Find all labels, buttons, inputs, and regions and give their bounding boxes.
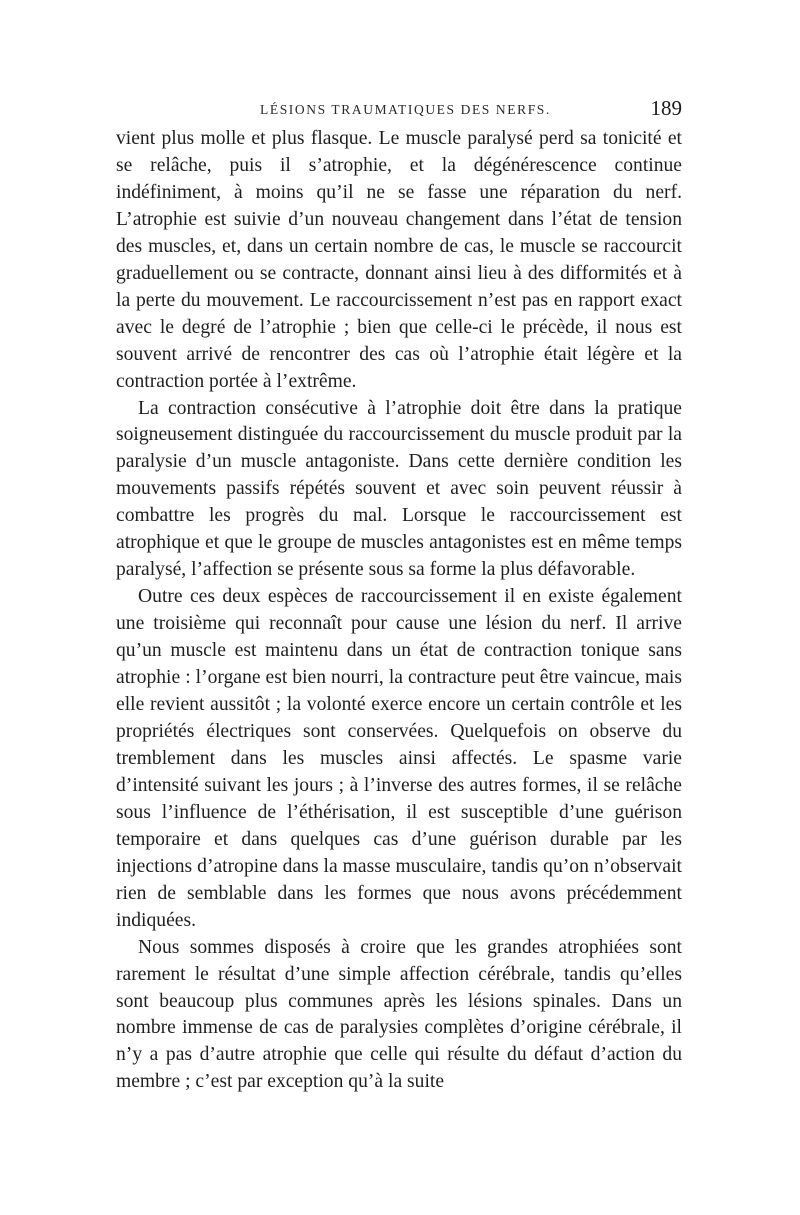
paragraph-1: vient plus molle et plus flasque. Le muscle paralysé perd sa tonicité et se relâche, puis il s’atrophie, et la dégénérescence continue indéfiniment, à moins qu’il ne se fasse une réparation du nerf. L’atrophie est suivie d’un nouveau changement dans l’état de tension des muscles, et, dans un certain nombre de cas, le muscle se raccourcit graduellement ou se contracte, donnant ainsi lieu à des difformités et à la perte du mouvement. Le raccourcissement n’est pas en rapport exact avec le degré de l’atrophie ; bien que celle-ci le précède, il nous est souvent arrivé de rencontrer des cas où l’atrophie était légère et la contraction portée à l’extrême.	[116, 128, 682, 392]
page-header	[116, 96, 682, 126]
paragraph-2: La contraction consécutive à l’atrophie doit être dans la pratique soigneusement distinguée du raccourcissement du muscle produit par la paralysie d’un muscle antagoniste. Dans cette dernière condition les mouvements passifs répétés souvent et avec soin peuvent réussir à combattre les progrès du mal. Lorsque le raccourcissement est atrophique et que le groupe de muscles antagonistes est en même temps paralysé, l’affection se présente sous sa forme la plus défavorable.	[116, 397, 682, 581]
paragraph-4: Nous sommes disposés à croire que les grandes atrophiées sont rarement le résultat d’une simple affection cérébrale, tandis qu’elles sont beaucoup plus communes après les lésions spinales. Dans un nombre immense de cas de paralysies complètes d’origine cérébrale, il n’y a pas d’autre atrophie que celle qui résulte du défaut d’action du membre ; c’est par exception qu’à la suite	[116, 936, 682, 1093]
page-number: 189	[650, 96, 682, 120]
paragraph-3: Outre ces deux espèces de raccourcissement il en existe également une troisième qui reconnaît pour cause une lésion du nerf. Il arrive qu’un muscle est maintenu dans un état de contraction tonique sans atrophie : l’organe est bien nourri, la contracture peut être vaincue, mais elle revient aussitôt ; la volonté exerce encore un certain contrôle et les propriétés électriques sont conservées. Quelquefois on observe du tremblement dans les muscles ainsi affectés. Le spasme varie d’intensité suivant les jours ; à l’inverse des autres formes, il se relâche sous l’influence de l’éthérisation, il est susceptible d’une guérison temporaire et dans quelques cas d’une guérison durable par les injections d’atropine dans la masse musculaire, tandis qu’on n’observait rien de semblable dans les formes que nous avons précédemment indiquées.	[116, 586, 682, 931]
body-text	[116, 126, 682, 1096]
running-title: LÉSIONS TRAUMATIQUES DES NERFS.	[260, 102, 551, 117]
